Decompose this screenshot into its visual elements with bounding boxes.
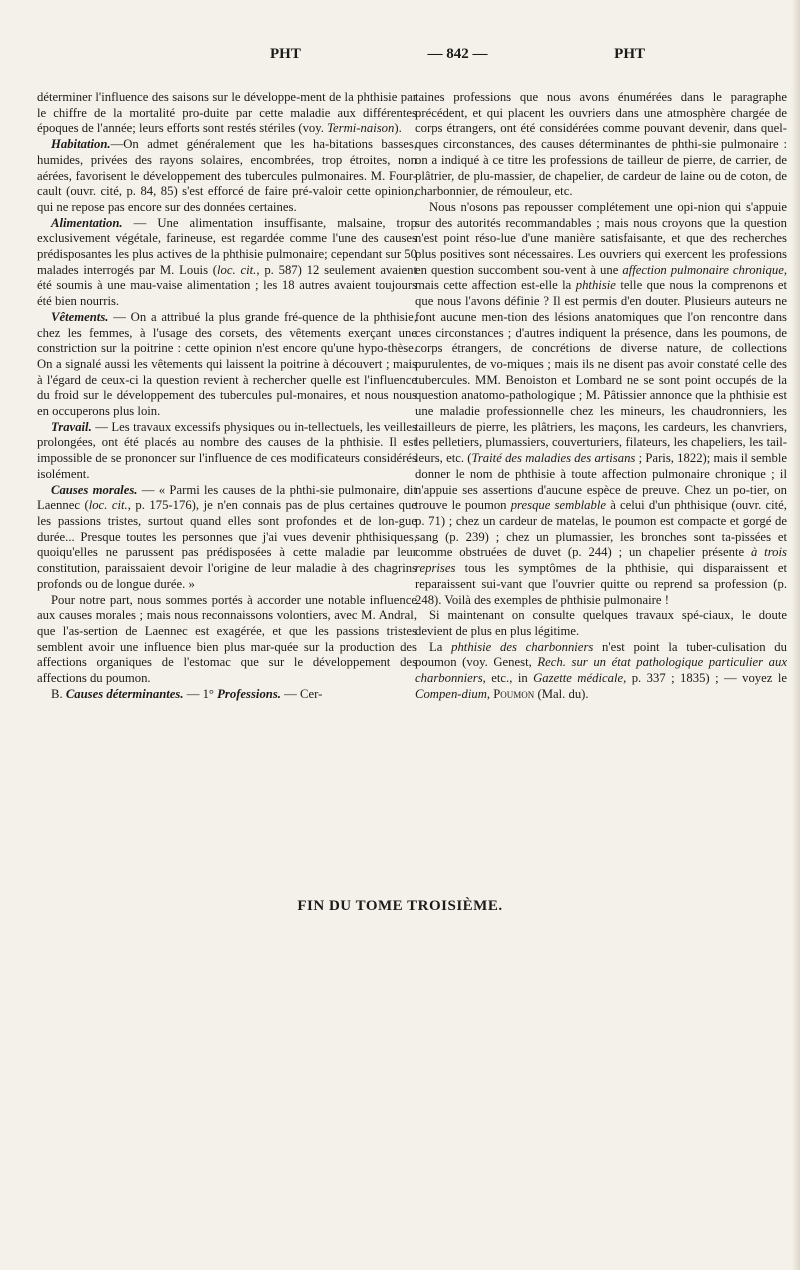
paragraph-causes-morales: Causes morales. — « Parmi les causes de la phthi-sie pulmonaire, dit Laennec (loc. cit., p. 175-176), je n'en connais pas de plus certaines que les passions tristes, surtout quand elles sont profondes et de lon-gue durée... Presque toutes les personnes que j'ai vues devenir phthisiques, quoiqu'elles ne parussent pas prédisposées à cette maladie par leur constitution, paraissaient devoir l'origine de leur maladie à des chagrins profonds ou de longue durée. » <box>37 482 417 591</box>
paragraph: La phthisie des charbonniers n'est point la tuber-culisation du poumon (voy. Genest, Rech. sur un état pathologique particulier aux charbonniers, etc., in Gazette médicale, p. 337 ; 1835) ; — voyez le Compen-dium, Poumon (Mal. du). <box>415 639 787 701</box>
left-column <box>37 90 417 702</box>
page-edge <box>792 0 800 1270</box>
paragraph-alimentation: Alimentation. — Une alimentation insuffisante, malsaine, trop exclusivement végétale, farineuse, est regardée comme l'une des causes prédisposantes les plus actives de la phthisie pulmonaire; cependant sur 50 malades interrogés par M. Louis (loc. cit., p. 587) 12 seulement avaient été soumis à une mau-vaise alimentation ; les 18 autres avaient toujours été bien nourris. <box>37 215 418 309</box>
paragraph-travail: Travail. — Les travaux excessifs physiques ou in-tellectuels, les veilles prolongées, ont été placés au nombre des causes de la phthisie. Il est impossible de se prononcer sur l'influence de ces modificateurs considérés isolément. <box>37 419 417 481</box>
page-number: — 842 — <box>427 46 488 62</box>
paragraph-causes-determinantes: B. Causes déterminantes. — 1° Professions. — Cer- <box>51 686 323 701</box>
paragraph: Nous n'osons pas repousser complétement une opi-nion qui s'appuie sur des autorités recommandables ; mais nous croyons que la question n'est point réso-lue d'une manière satisfaisante, et que des recherches plus positives sont nécessaires. Les ouvriers qui exercent les professions en question succombent sou-vent à une affection pulmonaire chronique, mais cette affection est-elle la phthisie telle que nous la comprenons et que nous l'avons définie ? Il est permis d'en douter. Plusieurs auteurs ne font aucune men-tion des lésions anatomiques que l'on rencontre dans ces circonstances ; d'autres indiquent la présence, dans les poumons, de corps étrangers, de concrétions de diverse nature, de collections purulentes, de vo-miques ; mais ils ne disent pas avoir constaté celle des tubercules. MM. Benoiston et Lombard ne se sont point occupés de la question anatomo-pathologique ; M. Pâtissier annonce que la phthisie est une maladie professionnelle chez les mineurs, les chaudronniers, les tailleurs de pierre, les plâtriers, les maçons, les cardeurs, les chanvriers, les pelletiers, plumassiers, couverturiers, filateurs, les chapeliers, les tail-leurs, etc. (Traité des maladies des artisans ; Paris, 1822); mais il semble donner le nom de phthisie à toute affection pulmonaire chronique ; il n'appuie ses assertions d'aucune espèce de preuve. Chez un po-tier, on trouve le poumon presque semblable à celui d'un phthisique (ouvr. cité, p. 71) ; chez un cardeur de matelas, le poumon est compacte et gorgé de sang (p. 239) ; chez un plumassier, les bronches sont ta-pissées et comme obstruées de duvet (p. 244) ; un chapelier présente à trois reprises tous les symptômes de la phthisie, qui disparaissent et reparaissent sui-vant que l'ouvrier quitte ou reprend sa profession (p. 248). Voilà des exemples de phthisie pulmonaire ! <box>415 199 787 607</box>
paragraph: Si maintenant on consulte quelques travaux spé-ciaux, le doute devient de plus en plus légitime. <box>415 608 787 638</box>
paragraph-vetements: Vêtements. — On a attribué la plus grande fré-quence de la phthisie, chez les femmes, à l'usage des corsets, des vêtements exerçant une constriction sur la poitrine : cette opinion n'est encore qu'une hypo-thèse. On a signalé aussi les vêtements qui laissent la poitrine à découvert ; mais à l'égard de ceux-ci la question revient à rechercher quelle est l'influence du froid sur le développement des tubercules pul-monaires, et nous nous en occuperons plus loin. <box>37 309 417 419</box>
running-header <box>270 46 645 68</box>
paragraph-habitation: Habitation.—On admet généralement que les ha-bitations basses, humides, privées des rayons solaires, encombrées, trop étroites, non aérées, favorisent le développement des tubercules pulmonaires. M. Four-cault (ouvr. cité, p. 84, 85) s'est efforcé de faire pré-valoir cette opinion, qui ne repose pas encore sur des données certaines. <box>37 137 417 214</box>
right-column <box>415 90 787 702</box>
header-left-title: PHT <box>270 46 301 62</box>
paragraph: déterminer l'influence des saisons sur le développe-ment de la phthisie par le chiffre de la mortalité pro-duite par cette maladie aux différentes époques de l'année; leurs efforts sont restés stériles (voy. Termi-naison). <box>37 90 417 136</box>
paragraph: taines professions que nous avons énumérées dans le paragraphe précédent, et qui placent les ouvriers dans une atmosphère chargée de corps étrangers, ont été considérées comme pouvant devenir, dans quel-ques circonstances, des causes déterminantes de phthi-sie pulmonaire : on a indiqué à ce titre les professions de tailleur de pierre, de carrier, de plâtrier, de plu-massier, de chapelier, de cardeur de laine ou de coton, de charbonnier, de rémouleur, etc. <box>415 90 787 199</box>
header-right-title: PHT <box>614 46 645 62</box>
paragraph: Pour notre part, nous sommes portés à accorder une notable influence aux causes morales ; mais nous reconnaissons volontiers, avec M. Andral, que l'as-sertion de Laennec est exagérée, et que les passions tristes semblent avoir une influence bien plus mar-quée sur la production des affections organiques de l'estomac que sur le développement des affections du poumon. <box>37 592 417 686</box>
end-of-volume-footer: FIN DU TOME TROISIÈME. <box>297 898 503 914</box>
